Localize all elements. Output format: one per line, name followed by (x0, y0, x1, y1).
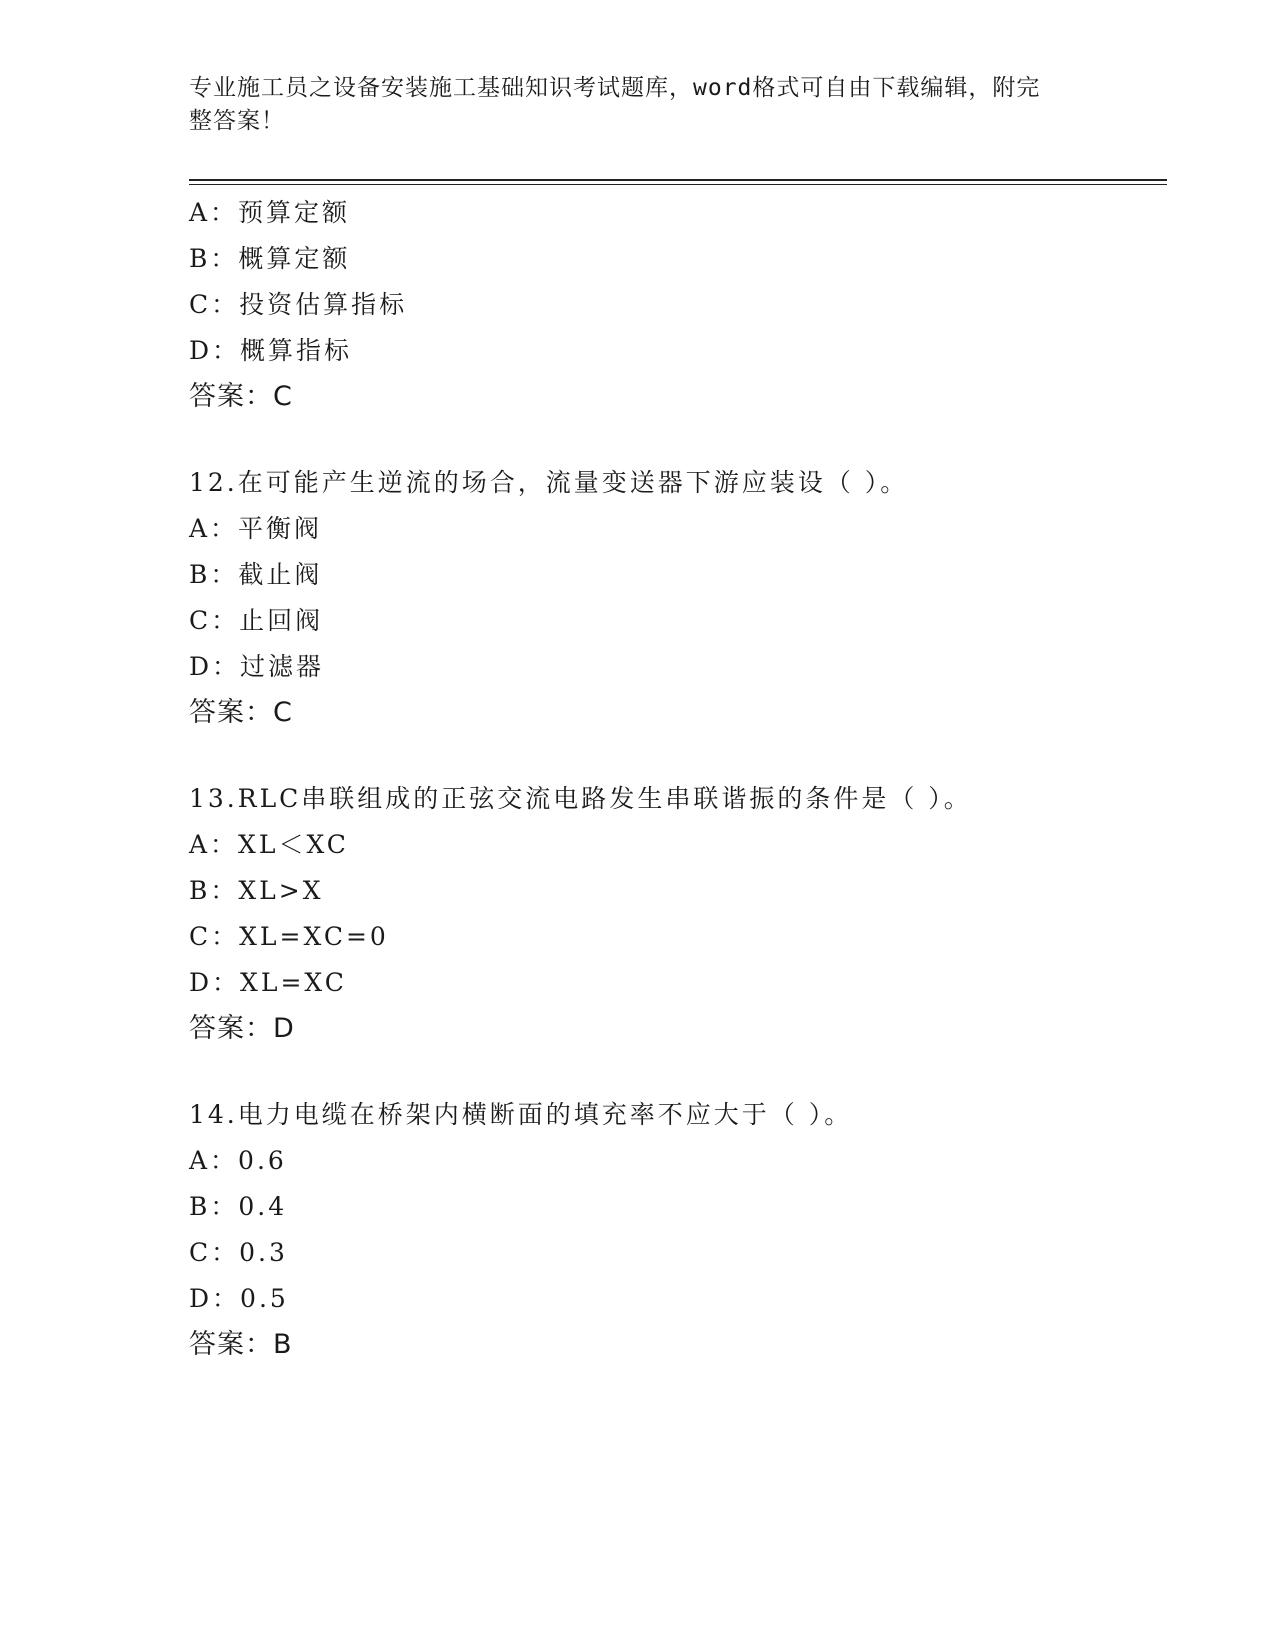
spacer (189, 1052, 1169, 1092)
header-line-1: 专业施工员之设备安装施工基础知识考试题库，word格式可自由下载编辑，附完 (189, 75, 1041, 101)
spacer (189, 736, 1169, 776)
header-rule-thin (189, 184, 1167, 185)
spacer (189, 420, 1169, 460)
option-d: D：过滤器 (189, 652, 325, 681)
question-title: 13.RLC串联组成的正弦交流电路发生串联谐振的条件是（ ）。 (189, 784, 972, 813)
question-block-14 (189, 1092, 1169, 1368)
option-c: C：0.3 (189, 1238, 288, 1267)
answer-line: 答案：C (189, 381, 293, 412)
option-c: C：止回阀 (189, 606, 324, 635)
option-a: A：平衡阀 (189, 514, 323, 543)
option-a: A：预算定额 (189, 198, 351, 227)
option-c: C：XL=XC=0 (189, 922, 389, 951)
option-b: B：XL>X (189, 876, 324, 905)
question-title: 14.电力电缆在桥架内横断面的填充率不应大于（ ）。 (189, 1100, 853, 1129)
option-d: D：XL=XC (189, 968, 347, 997)
option-b: B：截止阀 (189, 560, 323, 589)
option-d: D：0.5 (189, 1284, 289, 1313)
question-title: 12.在可能产生逆流的场合，流量变送器下游应装设（ ）。 (189, 468, 909, 497)
header-rule-thick (189, 179, 1167, 181)
option-d: D：概算指标 (189, 336, 353, 365)
question-list (189, 190, 1169, 1368)
option-a: A：0.6 (189, 1146, 287, 1175)
question-block-12 (189, 460, 1169, 736)
answer-line: 答案：C (189, 697, 293, 728)
answer-line: 答案：D (189, 1013, 295, 1044)
option-a: A：XL＜XC (189, 830, 349, 859)
option-b: B：0.4 (189, 1192, 288, 1221)
option-b: B：概算定额 (189, 244, 351, 273)
option-c: C：投资估算指标 (189, 290, 408, 319)
answer-line: 答案：B (189, 1329, 293, 1360)
question-block-13 (189, 776, 1169, 1052)
question-block-11 (189, 190, 1169, 420)
header-line-2: 整答案！ (189, 108, 285, 134)
document-header (189, 72, 1089, 138)
